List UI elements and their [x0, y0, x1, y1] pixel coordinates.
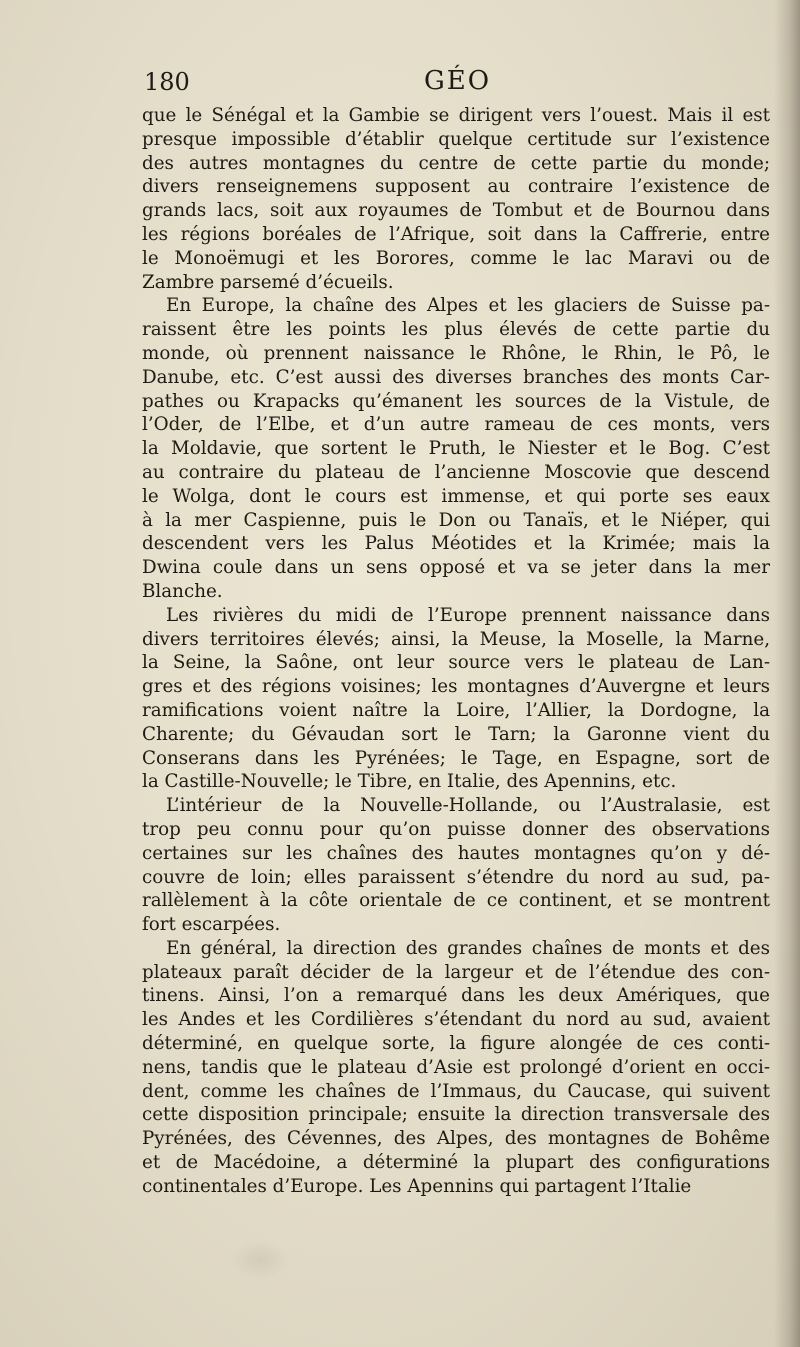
text-line: divers renseignemens supposent au contraire l’existence de [142, 176, 770, 198]
text-line: Conserans dans les Pyrénées; le Tage, en Espagne, sort de [142, 747, 770, 769]
text-line: L’intérieur de la Nouvelle-Hollande, ou l’Australasie, est [166, 795, 770, 817]
text-line: pathes ou Krapacks qu’émanent les sources de la Vistule, de [142, 390, 770, 412]
text-line: Zambre parsemé d’écueils. [142, 271, 394, 293]
text-line: à la mer Caspienne, puis le Don ou Tanaïs, et le Niéper, qui [142, 509, 770, 531]
text-line: En Europe, la chaîne des Alpes et les glaciers de Suisse pa- [166, 295, 770, 317]
text-line: raissent être les points les plus élevés de cette partie du [142, 319, 770, 341]
paragraph [142, 604, 770, 794]
text-line: au contraire du plateau de l’ancienne Moscovie que descend [142, 461, 770, 483]
paragraph [142, 794, 770, 937]
text-line: nens, tandis que le plateau d’Asie est prolongé d’orient en occi- [142, 1056, 770, 1078]
text-line: Blanche. [142, 580, 223, 602]
text-line: trop peu connu pour qu’on puisse donner des observations [142, 818, 770, 840]
text-line: la Moldavie, que sortent le Pruth, le Niester et le Bog. C’est [142, 438, 770, 460]
paragraph [142, 294, 770, 603]
paper-stain [230, 1240, 290, 1280]
text-line: les Andes et les Cordilières s’étendant du nord au sud, avaient [142, 1009, 770, 1031]
text-line: descendent vers les Palus Méotides et la Krimée; mais la [142, 533, 770, 555]
text-line: les régions boréales de l’Afrique, soit dans la Caffrerie, entre [142, 223, 770, 245]
text-line: monde, où prennent naissance le Rhône, le Rhin, le Pô, le [142, 342, 770, 364]
text-line: et de Macédoine, a déterminé la plupart des configurations [142, 1152, 770, 1174]
text-line: dent, comme les chaînes de l’Immaus, du Caucase, qui suivent [142, 1080, 770, 1102]
text-line: divers territoires élevés; ainsi, la Meuse, la Moselle, la Marne, [142, 628, 770, 650]
text-line: cette disposition principale; ensuite la direction transversale des [142, 1104, 770, 1126]
text-line: l’Oder, de l’Elbe, et d’un autre rameau de ces monts, vers [142, 414, 770, 436]
text-line: continentales d’Europe. Les Apennins qui partagent l’Italie [142, 1175, 692, 1197]
body-text [142, 104, 770, 1199]
text-line: la Seine, la Saône, ont leur source vers le plateau de Lan- [142, 652, 770, 674]
text-line: couvre de loin; elles paraissent s’étendre du nord au sud, pa- [142, 866, 770, 888]
paragraph [142, 937, 770, 1199]
text-line: des autres montagnes du centre de cette partie du monde; [142, 152, 770, 174]
text-line: la Castille-Nouvelle; le Tibre, en Italie, des Apennins, etc. [142, 771, 677, 793]
text-line: le Monoëmugi et les Borores, comme le lac Maravi ou de [142, 247, 770, 269]
text-line: Les rivières du midi de l’Europe prennent naissance dans [166, 604, 770, 626]
page-gutter-shadow [774, 0, 800, 1347]
text-line: Danube, etc. C’est aussi des diverses branches des monts Car- [142, 366, 770, 388]
text-line: ramifications voient naître la Loire, l’Allier, la Dordogne, la [142, 699, 770, 721]
paragraph [142, 104, 770, 294]
text-line: plateaux paraît décider de la largeur et de l’étendue des con- [142, 961, 770, 983]
text-line: tinens. Ainsi, l’on a remarqué dans les deux Amériques, que [142, 985, 770, 1007]
text-line: Pyrénées, des Cévennes, des Alpes, des montagnes de Bohême [142, 1128, 770, 1150]
text-line: gres et des régions voisines; les montagnes d’Auvergne et leurs [142, 676, 770, 698]
text-line: Charente; du Gévaudan sort le Tarn; la Garonne vient du [142, 723, 770, 745]
text-line: En général, la direction des grandes chaînes de monts et des [166, 937, 770, 959]
text-line: déterminé, en quelque sorte, la figure alongée de ces conti- [142, 1033, 770, 1055]
text-line: que le Sénégal et la Gambie se dirigent vers l’ouest. Mais il est [142, 105, 770, 126]
page-header [144, 66, 770, 100]
text-line: le Wolga, dont le cours est immense, et qui porte ses eaux [142, 485, 770, 507]
text-line: presque impossible d’établir quelque certitude sur l’existence [142, 128, 770, 150]
running-head: GÉO [424, 66, 492, 96]
page-number: 180 [144, 68, 190, 96]
text-line: Dwina coule dans un sens opposé et va se jeter dans la mer [142, 557, 770, 579]
text-line: fort escarpées. [142, 914, 281, 936]
text-line: grands lacs, soit aux royaumes de Tombut et de Bournou dans [142, 200, 770, 222]
text-line: rallèlement à la côte orientale de ce continent, et se montrent [142, 890, 770, 912]
text-line: certaines sur les chaînes des hautes montagnes qu’on y dé- [142, 842, 770, 864]
